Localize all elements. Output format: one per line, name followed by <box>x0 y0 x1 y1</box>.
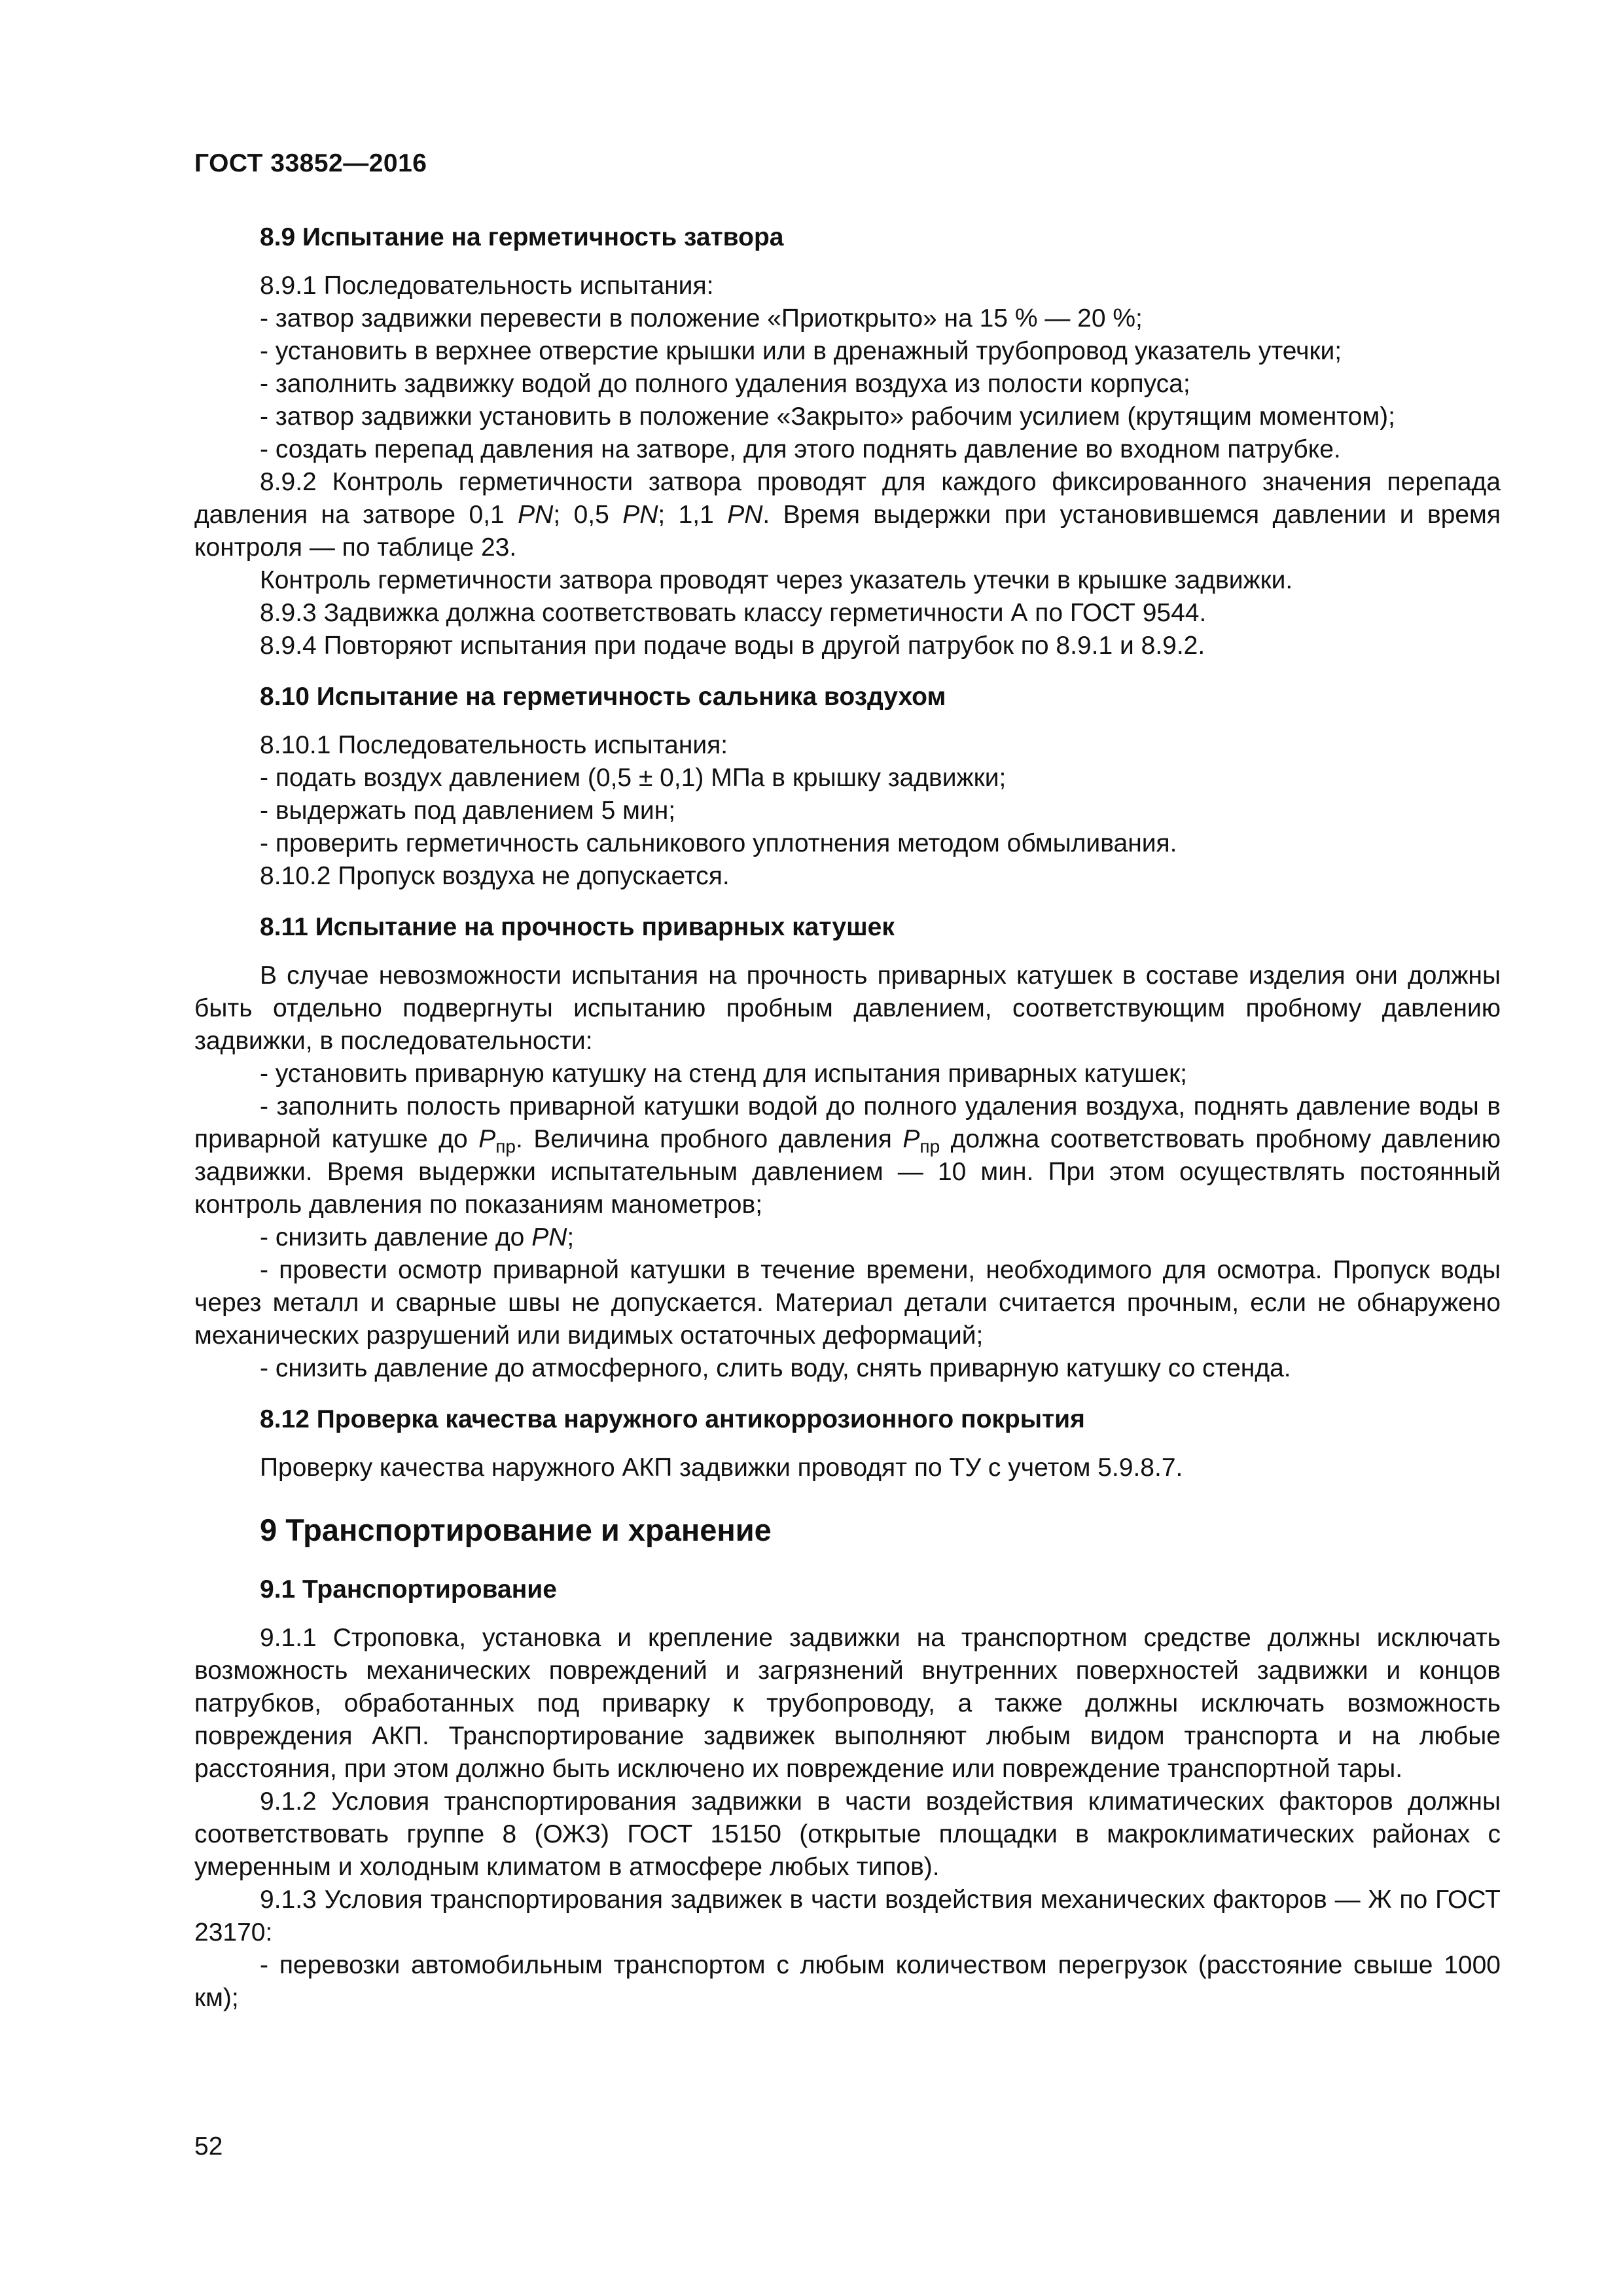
list-item: - провести осмотр приварной катушки в течение времени, необходимого для осмотра. Пропуск воды через металл и сварные швы не допускается. Материал детали считается прочным, если не обнаружено механических разрушений или видимых остаточных деформаций; <box>194 1256 1501 1350</box>
list-item: - заполнить полость приварной катушки водой до полного удаления воздуха, поднять давление воды в приварной катушке до $P_{пр}$. Величина пробного давления $P_{пр}$ должна соответствовать пробному давлению задвижки. Время выдержки испытательным давлением — 10 мин. При этом осуществлять постоянный контроль давления по показаниям манометров; <box>194 1092 1501 1219</box>
paragraph: 9.1.1 Строповка, установка и крепление задвижки на транспортном средстве должны исключать возможность механических повреждений и загрязнений внутренних поверхностей задвижки и концов патрубков, обработанных под приварку к трубопроводу, а также должны исключать возможность повреждения АКП. Транспортирование задвижек выполняют любым видом транспорта и на любые расстояния, при этом должно быть исключено их повреждение или повреждение транспортной тары. <box>194 1624 1501 1783</box>
page-number: 52 <box>194 2132 223 2161</box>
paragraph: 8.9.1 Последовательность испытания: <box>260 272 714 300</box>
list-item: - заполнить задвижку водой до полного удаления воздуха из полости корпуса; <box>260 370 1190 398</box>
list-item: - установить в верхнее отверстие крышки или в дренажный трубопровод указатель утечки; <box>260 337 1342 365</box>
chapter-heading-9: 9 Транспортирование и хранение <box>260 1513 772 1547</box>
section-heading-8-12: 8.12 Проверка качества наружного антикоррозионного покрытия <box>260 1405 1085 1433</box>
paragraph: В случае невозможности испытания на прочность приварных катушек в составе изделия они должны быть отдельно подвергнуты испытанию пробным давлением, соответствующим пробному давлению задвижки, в последовательности: <box>194 961 1501 1055</box>
paragraph: 8.10.1 Последовательность испытания: <box>260 731 728 759</box>
list-item: - проверить герметичность сальникового уплотнения методом обмыливания. <box>260 829 1177 857</box>
pn-symbol: PN <box>727 501 763 529</box>
section-heading-9-1: 9.1 Транспортирование <box>260 1575 557 1604</box>
paragraph: 9.1.2 Условия транспортирования задвижки в части воздействия климатических факторов должны соответствовать группе 8 (ОЖЗ) ГОСТ 15150 (открытые площадки в макроклиматических районах с умеренным и холодным климатом в атмосфере любых типов). <box>194 1787 1501 1881</box>
section-heading-8-10: 8.10 Испытание на герметичность сальника воздухом <box>260 683 946 711</box>
paragraph: 8.9.3 Задвижка должна соответствовать классу герметичности А по ГОСТ 9544. <box>260 599 1207 627</box>
list-item: - подать воздух давлением (0,5 ± 0,1) МПа в крышку задвижки; <box>260 764 1007 792</box>
paragraph: 8.9.2 Контроль герметичности затвора проводят для каждого фиксированного значения перепада давления на затворе 0,1 PN; 0,5 PN; 1,1 PN. Время выдержки при установившемся давлении и время контроля — по таблице 23. <box>194 468 1501 562</box>
document-body <box>194 221 1501 2015</box>
list-item: - перевозки автомобильным транспортом с любым количеством перегрузок (расстояние свыше 1000 км); <box>194 1951 1501 2012</box>
paragraph: 9.1.3 Условия транспортирования задвижек в части воздействия механических факторов — Ж по ГОСТ 23170: <box>194 1886 1501 1946</box>
paragraph: Контроль герметичности затвора проводят через указатель утечки в крышке задвижки. <box>260 566 1293 594</box>
pn-symbol: PN <box>622 501 658 529</box>
list-item: - снизить давление до PN; <box>260 1223 575 1251</box>
pn-symbol: PN <box>518 501 554 529</box>
list-item: - создать перепад давления на затворе, для этого поднять давление во входном патрубке. <box>260 435 1341 463</box>
paragraph: 8.9.4 Повторяют испытания при подаче воды в другой патрубок по 8.9.1 и 8.9.2. <box>260 632 1205 660</box>
standard-header: ГОСТ 33852—2016 <box>194 149 427 177</box>
list-item: - установить приварную катушку на стенд для испытания приварных катушек; <box>260 1060 1187 1088</box>
section-heading-8-9: 8.9 Испытание на герметичность затвора <box>260 223 784 251</box>
list-item: - затвор задвижки установить в положение «Закрыто» рабочим усилием (крутящим моментом); <box>260 403 1395 431</box>
section-heading-8-11: 8.11 Испытание на прочность приварных катушек <box>260 913 895 941</box>
paragraph: Проверку качества наружного АКП задвижки проводят по ТУ с учетом 5.9.8.7. <box>260 1454 1183 1482</box>
list-item: - затвор задвижки перевести в положение «Приоткрыто» на 15 % — 20 %; <box>260 304 1143 332</box>
list-item: - выдержать под давлением 5 мин; <box>260 797 676 825</box>
paragraph: 8.10.2 Пропуск воздуха не допускается. <box>260 862 730 890</box>
list-item: - снизить давление до атмосферного, слить воду, снять приварную катушку со стенда. <box>260 1354 1291 1382</box>
